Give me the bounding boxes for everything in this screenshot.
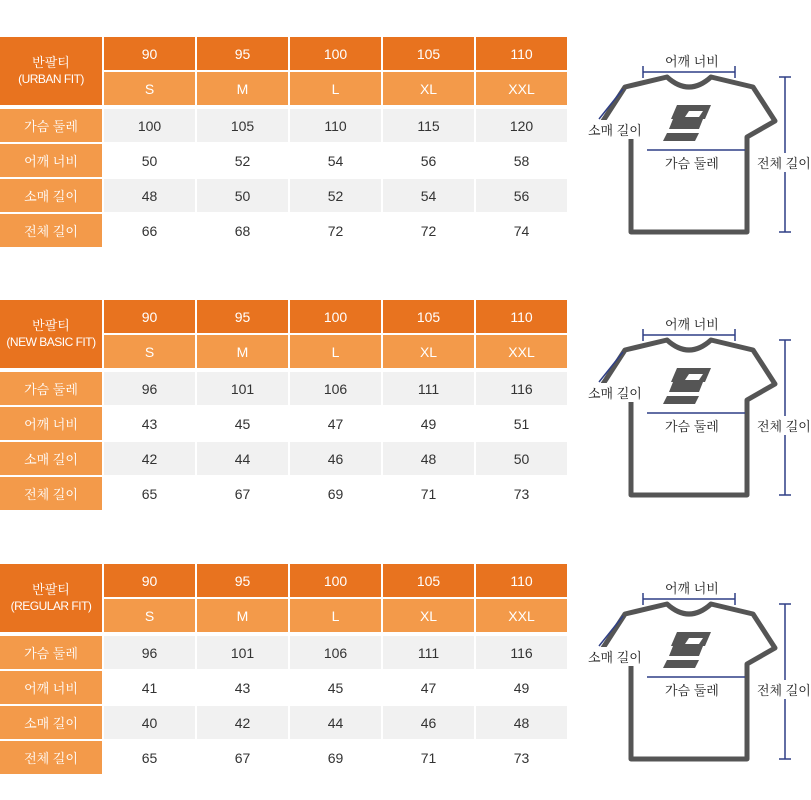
row-label: 전체 길이 — [0, 477, 102, 510]
measurement-cell: 50 — [476, 442, 567, 475]
table-row — [0, 144, 567, 177]
header-row-numeric — [0, 37, 567, 70]
measurement-cell: 110 — [290, 109, 381, 142]
t-shirt-diagram — [585, 564, 811, 779]
table-row — [0, 741, 567, 774]
measurement-cell: 54 — [383, 179, 474, 212]
measurement-cell: 41 — [104, 671, 195, 704]
measurement-cell: 72 — [383, 214, 474, 247]
t-shirt-diagram — [585, 300, 811, 515]
measurement-cell: 66 — [104, 214, 195, 247]
measurement-cell: 115 — [383, 109, 474, 142]
size-letter-header: S — [104, 72, 195, 105]
measurement-cell: 52 — [290, 179, 381, 212]
size-number-header: 105 — [383, 564, 474, 597]
size-letter-header: XXL — [476, 335, 567, 368]
measurement-cell: 69 — [290, 741, 381, 774]
size-number-header: 100 — [290, 37, 381, 70]
shoulder-label: 어깨 너비 — [665, 317, 719, 332]
sleeve-measure-line — [599, 352, 623, 382]
size-letter-header: M — [197, 599, 288, 632]
size-table — [0, 300, 567, 510]
size-letter-header: XL — [383, 599, 474, 632]
size-letter-header: L — [290, 335, 381, 368]
sleeve-label: 소매 길이 — [588, 647, 642, 666]
measurement-cell: 52 — [197, 144, 288, 177]
measurement-cell: 43 — [104, 407, 195, 440]
measurement-cell: 51 — [476, 407, 567, 440]
row-label: 소매 길이 — [0, 179, 102, 212]
sleeve-label: 소매 길이 — [588, 383, 642, 402]
shoulder-label: 어깨 너비 — [665, 581, 719, 596]
measurement-cell: 116 — [476, 636, 567, 669]
measurement-cell: 67 — [197, 741, 288, 774]
measurement-cell: 45 — [290, 671, 381, 704]
size-number-header: 95 — [197, 37, 288, 70]
measurement-cell: 54 — [290, 144, 381, 177]
table-title: 반팔티 — [32, 318, 70, 333]
size-letter-header: XL — [383, 335, 474, 368]
measurement-cell: 49 — [476, 671, 567, 704]
row-label: 소매 길이 — [0, 706, 102, 739]
measurement-cell: 42 — [104, 442, 195, 475]
new-balance-logo-icon — [663, 632, 711, 668]
size-number-header: 110 — [476, 564, 567, 597]
measurement-cell: 111 — [383, 372, 474, 405]
measurement-cell: 56 — [383, 144, 474, 177]
measurement-cell: 45 — [197, 407, 288, 440]
measurement-cell: 101 — [197, 636, 288, 669]
row-label: 어깨 너비 — [0, 671, 102, 704]
measurement-cell: 48 — [383, 442, 474, 475]
measurement-cell: 71 — [383, 741, 474, 774]
measurement-cell: 69 — [290, 477, 381, 510]
row-label: 가슴 둘레 — [0, 109, 102, 142]
row-label: 가슴 둘레 — [0, 372, 102, 405]
new-balance-logo-icon — [663, 368, 711, 404]
measurement-cell: 73 — [476, 477, 567, 510]
size-letter-header: XXL — [476, 72, 567, 105]
measurement-cell: 42 — [197, 706, 288, 739]
row-label: 전체 길이 — [0, 214, 102, 247]
row-label: 전체 길이 — [0, 741, 102, 774]
size-table-block — [0, 300, 811, 515]
header-row-numeric — [0, 300, 567, 333]
size-number-header: 95 — [197, 564, 288, 597]
measurement-cell: 71 — [383, 477, 474, 510]
measurement-cell: 50 — [197, 179, 288, 212]
measurement-cell: 96 — [104, 636, 195, 669]
size-letter-header: L — [290, 72, 381, 105]
table-row — [0, 636, 567, 669]
header-row-letter — [0, 72, 567, 105]
table-row — [0, 214, 567, 247]
measurement-cell: 48 — [476, 706, 567, 739]
measurement-cell: 74 — [476, 214, 567, 247]
measurement-cell: 106 — [290, 372, 381, 405]
table-row — [0, 407, 567, 440]
measurement-cell: 96 — [104, 372, 195, 405]
table-fit-type: (REGULAR FIT) — [10, 599, 92, 613]
size-number-header: 105 — [383, 300, 474, 333]
measurement-cell: 106 — [290, 636, 381, 669]
size-table — [0, 564, 567, 774]
measurement-cell: 100 — [104, 109, 195, 142]
measurement-cell: 101 — [197, 372, 288, 405]
measurement-cell: 47 — [383, 671, 474, 704]
table-row — [0, 109, 567, 142]
size-table-block — [0, 37, 811, 252]
sleeve-measure-line — [599, 89, 623, 119]
table-title: 반팔티 — [32, 55, 70, 70]
measurement-cell: 47 — [290, 407, 381, 440]
row-label: 어깨 너비 — [0, 407, 102, 440]
measurement-cell: 116 — [476, 372, 567, 405]
chest-label: 가슴 둘레 — [665, 683, 719, 698]
measurement-cell: 67 — [197, 477, 288, 510]
measurement-cell: 43 — [197, 671, 288, 704]
size-letter-header: XL — [383, 72, 474, 105]
size-number-header: 90 — [104, 300, 195, 333]
size-number-header: 100 — [290, 300, 381, 333]
measurement-cell: 44 — [197, 442, 288, 475]
table-row — [0, 706, 567, 739]
table-row — [0, 671, 567, 704]
table-fit-type: (URBAN FIT) — [18, 72, 84, 86]
t-shirt-diagram — [585, 37, 811, 252]
size-letter-header: L — [290, 599, 381, 632]
length-label: 전체 길이 — [757, 416, 811, 435]
size-letter-header: M — [197, 335, 288, 368]
row-label: 어깨 너비 — [0, 144, 102, 177]
size-number-header: 110 — [476, 37, 567, 70]
size-letter-header: XXL — [476, 599, 567, 632]
measurement-cell: 49 — [383, 407, 474, 440]
row-label: 소매 길이 — [0, 442, 102, 475]
size-number-header: 95 — [197, 300, 288, 333]
measurement-cell: 111 — [383, 636, 474, 669]
measurement-cell: 50 — [104, 144, 195, 177]
row-label: 가슴 둘레 — [0, 636, 102, 669]
measurement-cell: 73 — [476, 741, 567, 774]
measurement-cell: 72 — [290, 214, 381, 247]
table-row — [0, 372, 567, 405]
t-shirt-collar — [667, 340, 711, 350]
size-letter-header: M — [197, 72, 288, 105]
measurement-cell: 48 — [104, 179, 195, 212]
header-row-letter — [0, 599, 567, 632]
measurement-cell: 46 — [383, 706, 474, 739]
size-number-header: 90 — [104, 37, 195, 70]
measurement-cell: 46 — [290, 442, 381, 475]
measurement-cell: 105 — [197, 109, 288, 142]
size-letter-header: S — [104, 599, 195, 632]
size-table — [0, 37, 567, 247]
sleeve-measure-line — [599, 616, 623, 646]
chest-label: 가슴 둘레 — [665, 419, 719, 434]
measurement-cell: 68 — [197, 214, 288, 247]
measurement-cell: 65 — [104, 477, 195, 510]
sleeve-label: 소매 길이 — [588, 120, 642, 139]
measurement-cell: 56 — [476, 179, 567, 212]
measurement-cell: 65 — [104, 741, 195, 774]
chest-label: 가슴 둘레 — [665, 156, 719, 171]
t-shirt-collar — [667, 604, 711, 614]
table-fit-type: (NEW BASIC FIT) — [6, 335, 96, 349]
header-row-numeric — [0, 564, 567, 597]
table-row — [0, 442, 567, 475]
shoulder-label: 어깨 너비 — [665, 54, 719, 69]
size-number-header: 100 — [290, 564, 381, 597]
measurement-cell: 58 — [476, 144, 567, 177]
size-number-header: 90 — [104, 564, 195, 597]
measurement-cell: 40 — [104, 706, 195, 739]
table-row — [0, 179, 567, 212]
length-label: 전체 길이 — [757, 153, 811, 172]
measurement-cell: 44 — [290, 706, 381, 739]
table-row — [0, 477, 567, 510]
new-balance-logo-icon — [663, 105, 711, 141]
size-number-header: 110 — [476, 300, 567, 333]
size-number-header: 105 — [383, 37, 474, 70]
length-label: 전체 길이 — [757, 680, 811, 699]
size-letter-header: S — [104, 335, 195, 368]
header-row-letter — [0, 335, 567, 368]
table-title: 반팔티 — [32, 582, 70, 597]
measurement-cell: 120 — [476, 109, 567, 142]
t-shirt-collar — [667, 77, 711, 87]
size-table-block — [0, 564, 811, 779]
